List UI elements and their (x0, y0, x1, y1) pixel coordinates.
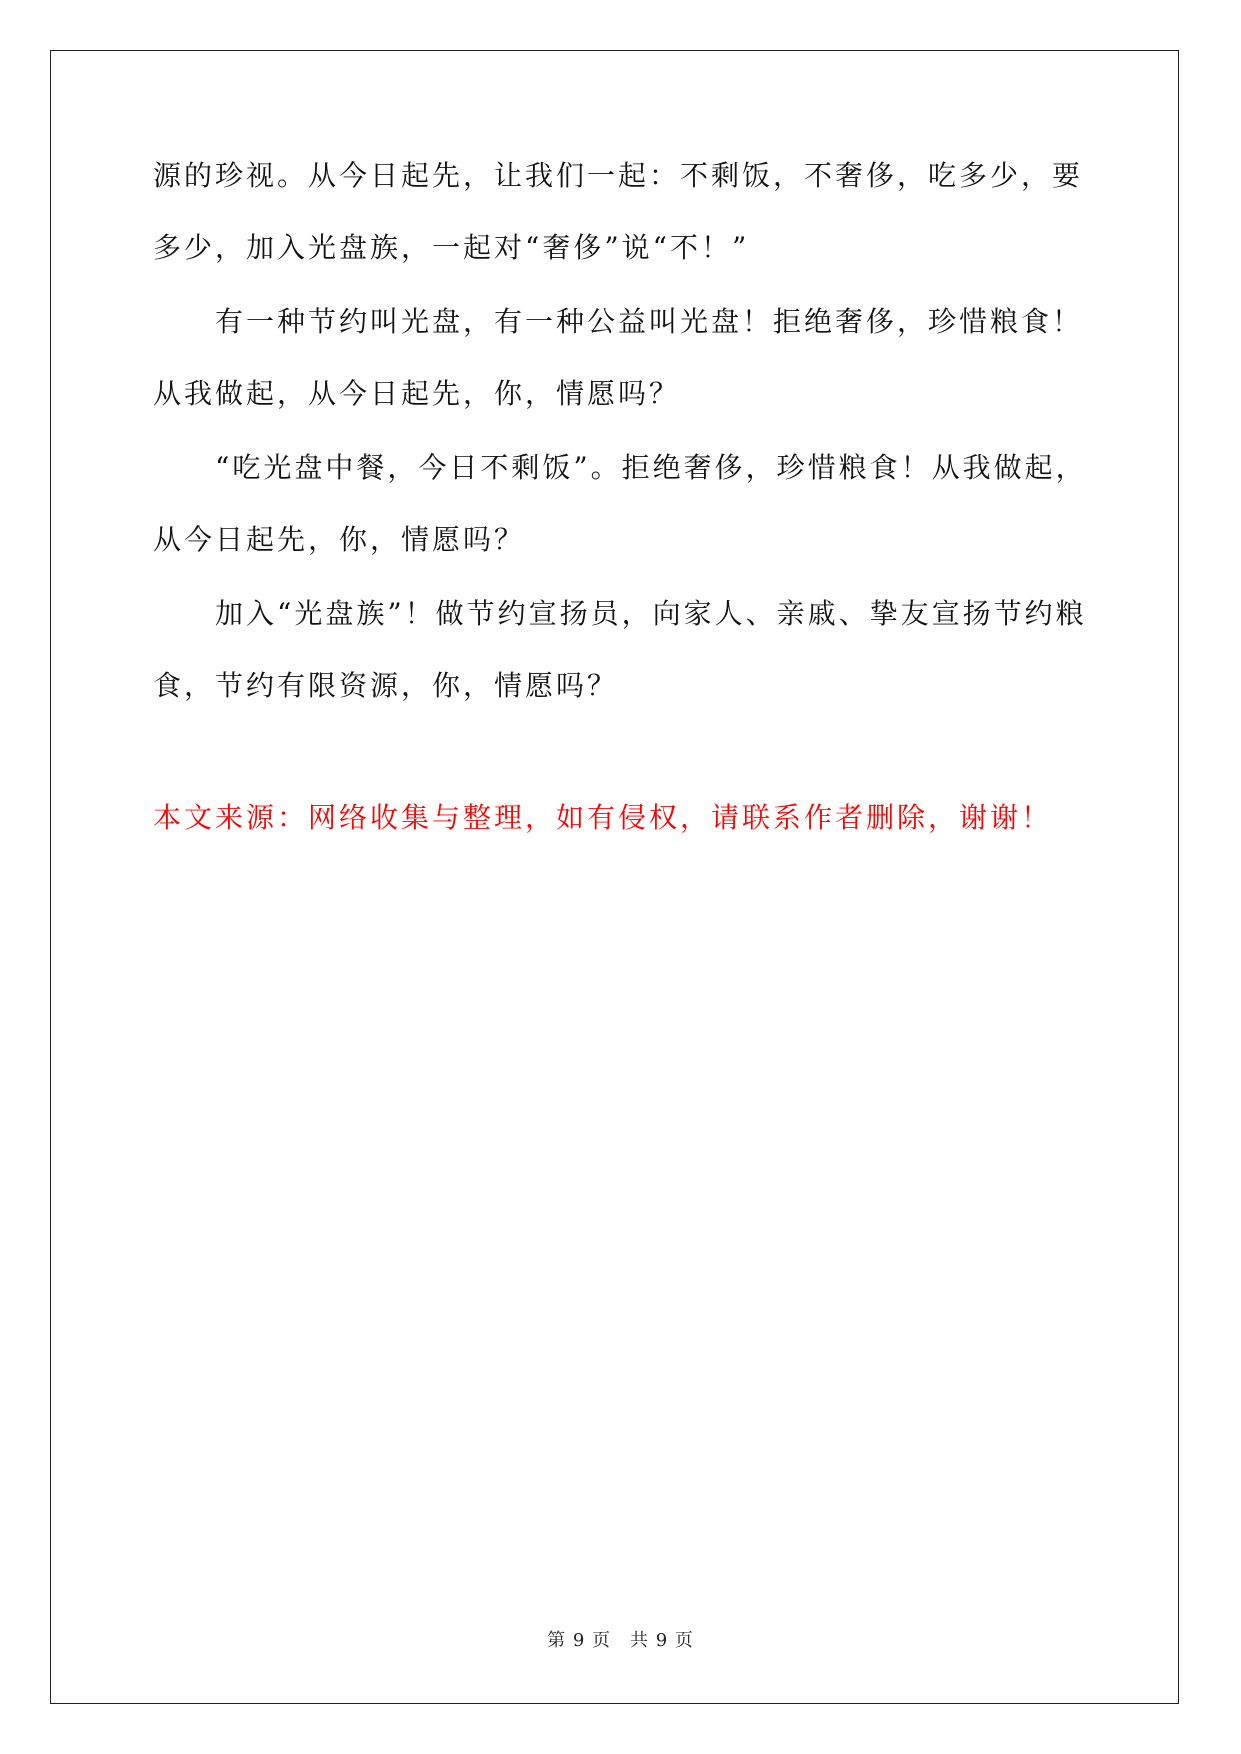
page-border (50, 50, 1179, 1704)
body-line: 加入“光盘族”！做节约宣扬员，向家人、亲戚、挚友宣扬节约粮 (153, 597, 1087, 630)
body-line: 有一种节约叫光盘，有一种公益叫光盘！拒绝奢侈，珍惜粮食！ (153, 305, 1084, 338)
body-line: 食，节约有限资源，你，情愿吗？ (153, 669, 619, 702)
page-number: 第 9 页 共 9 页 (547, 1630, 694, 1651)
body-line: 多少，加入光盘族，一起对“奢侈”说“不！” (153, 231, 750, 264)
body-line: 源的珍视。从今日起先，让我们一起：不剩饭，不奢侈，吃多少，要 (153, 159, 1084, 192)
body-line: 从我做起，从今日起先，你，情愿吗？ (153, 377, 681, 410)
source-notice: 本文来源：网络收集与整理，如有侵权，请联系作者删除，谢谢！ (153, 801, 1053, 834)
body-line: “吃光盘中餐，今日不剩饭”。拒绝奢侈，珍惜粮食！从我做起， (153, 451, 1087, 484)
body-line: 从今日起先，你，情愿吗？ (153, 523, 526, 556)
